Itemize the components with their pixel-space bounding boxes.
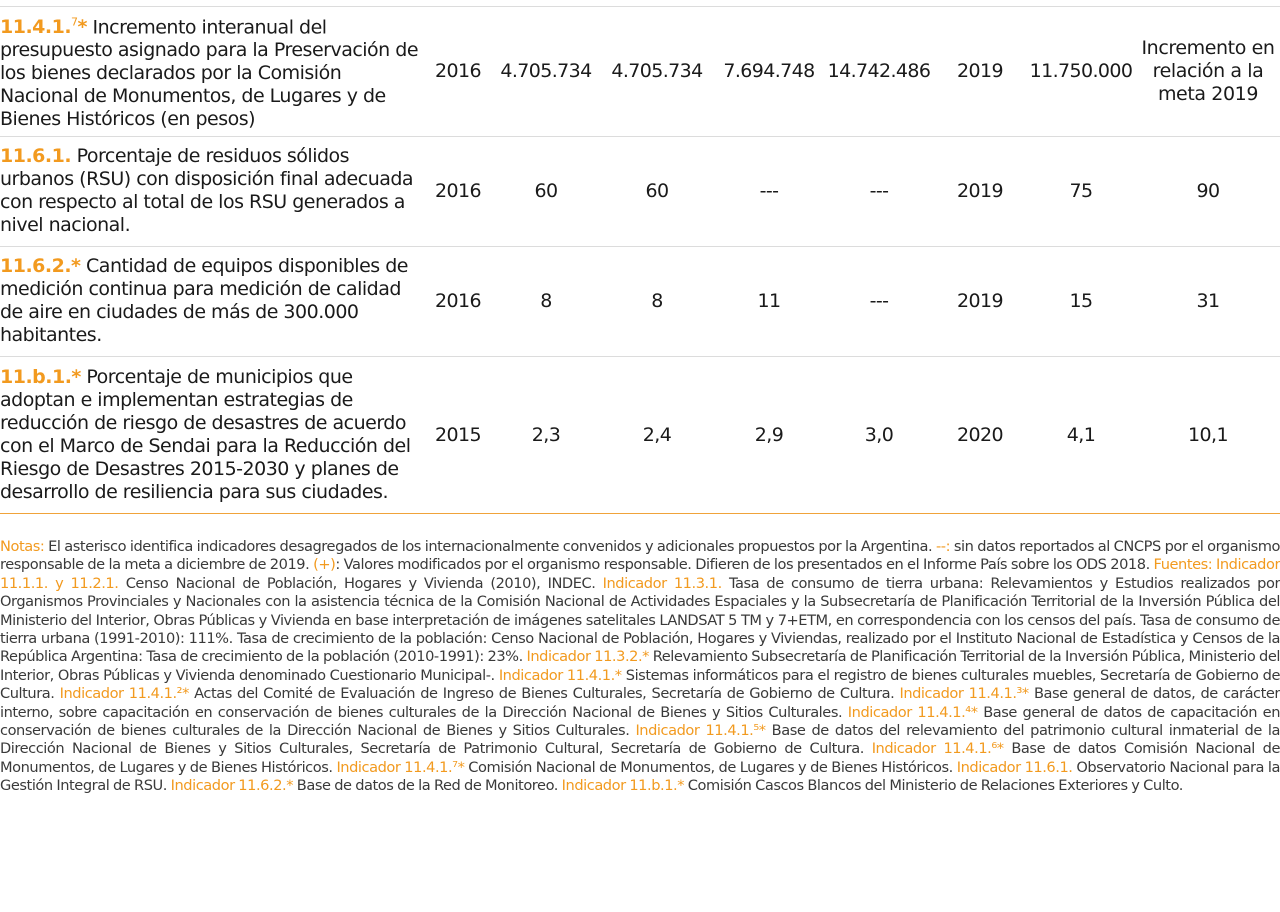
value-2019: ---	[869, 180, 889, 203]
source-reference: Indicador 11.6.2.*	[170, 777, 294, 795]
note-text: Relevamiento Subsecretaría de Planificación Territorial de la Inversión Pública, Ministerio del Interior, Obras Públicas y Vivienda denominado Cuestionario Municipal-.	[0, 648, 1280, 684]
indicator-description	[0, 247, 424, 357]
table-row	[0, 247, 1280, 357]
source-reference: Fuentes: Indicador 11.1.1. y 11.2.1.	[0, 556, 1280, 592]
baseline-value: 60	[534, 180, 558, 203]
note-text: Base de datos de la Red de Monitoreo.	[293, 777, 562, 795]
source-reference: Indicador 11.4.1.*	[498, 666, 622, 684]
note-text: El asterisco identifica indicadores desagregados de los internacionalmente convenidos y adicionales propuestos por la Argentina.	[48, 538, 936, 555]
source-reference: Indicador 11.4.1.⁵*	[635, 722, 766, 740]
target-value: 15	[1069, 290, 1093, 313]
table-row	[0, 7, 1280, 137]
baseline-value: 2,3	[531, 423, 561, 446]
indicator-text: Porcentaje de residuos sólidos urbanos (RSU) con disposición final adecuada con respecto al total de los RSU generados a nivel nacional.	[0, 145, 414, 237]
source-reference: Indicador 11.3.1.	[602, 574, 722, 592]
source-reference: Indicador 11.4.1.⁴*	[847, 703, 978, 721]
indicator-code: 11.6.2.*	[0, 255, 81, 278]
target-year: 2020	[957, 423, 1003, 446]
source-reference: Indicador 11.b.1.*	[561, 777, 685, 795]
goal-2030: 31	[1196, 290, 1220, 313]
indicator-code: 11.6.1.	[0, 145, 72, 168]
table-row	[0, 357, 1280, 514]
note-text: Censo Nacional de Población, Hogares y Vivienda (2010), INDEC.	[118, 574, 603, 592]
footnotes	[0, 538, 1280, 796]
indicator-description	[0, 137, 424, 247]
baseline-value: 8	[540, 290, 552, 313]
target-year: 2019	[957, 180, 1003, 203]
source-reference: Indicador 11.4.1.⁷*	[336, 758, 465, 776]
target-value: 4,1	[1066, 423, 1096, 446]
note-text: Comisión Cascos Blancos del Ministerio de Relaciones Exteriores y Culto.	[684, 777, 1183, 795]
indicator-text: Incremento interanual del presupuesto asignado para la Preservación de los bienes declarados por la Comisión Nacional de Monumentos, de Lugares y de Bienes Históricos (en pesos)	[0, 16, 419, 131]
target-value: 11.750.000	[1029, 60, 1133, 83]
value-2017: 4.705.734	[611, 60, 703, 83]
value-2017: 2,4	[642, 423, 672, 446]
goal-2030: 10,1	[1188, 423, 1228, 446]
indicator-code: 11.4.1.$^7$*	[0, 16, 87, 39]
note-text: Base general de datos de capacitación en conservación de bienes culturales de la Dirección Nacional de Bienes y Sitios Culturales.	[0, 703, 1280, 740]
source-reference: Indicador 11.4.1.⁶*	[871, 740, 1004, 758]
source-reference: Indicador 11.4.1.²*	[59, 685, 189, 703]
baseline-year: 2015	[435, 423, 481, 446]
value-2018: 2,9	[754, 423, 784, 446]
source-reference: Notas:	[0, 538, 49, 555]
indicator-description	[0, 7, 424, 137]
note-text: Base general de datos, de carácter interno, sobre capacitación en conservación de bienes culturales de la Dirección Nacional de Bienes y Sitios Culturales.	[0, 685, 1280, 721]
baseline-value: 4.705.734	[500, 60, 592, 83]
note-text: Sistemas informáticos para el registro de bienes culturales muebles, Secretaría de Gobierno de Cultura.	[0, 666, 1280, 703]
indicator-description	[0, 357, 424, 514]
indicators-table	[0, 6, 1280, 514]
value-2018: 11	[757, 290, 781, 313]
note-text: : Valores modificados por el organismo responsable. Difieren de los presentados en el Informe País sobre los ODS 2018.	[335, 556, 1154, 574]
baseline-year: 2016	[435, 180, 481, 203]
indicator-text: Porcentaje de municipios que adoptan e implementan estrategias de reducción de riesgo de desastres de acuerdo con el Marco de Sendai para la Reducción del Riesgo de Desastres 2015-2030 y planes de desarrollo de resiliencia para sus ciudades.	[0, 365, 411, 503]
indicator-code: 11.b.1.*	[0, 365, 81, 388]
note-text: Observatorio Nacional para la Gestión Integral de RSU.	[0, 758, 1280, 795]
value-2017: 60	[645, 180, 669, 203]
note-text: sin datos reportados al CNCPS por el organismo responsable de la meta a diciembre de 2019.	[0, 538, 1280, 574]
source-reference: Indicador 11.6.1.	[956, 758, 1073, 776]
value-2019: 14.742.486	[827, 60, 931, 83]
baseline-year: 2016	[435, 290, 481, 313]
target-year: 2019	[957, 60, 1003, 83]
value-2019: 3,0	[864, 423, 894, 446]
target-value: 75	[1069, 180, 1093, 203]
value-2017: 8	[651, 290, 663, 313]
source-reference: --:	[935, 538, 951, 555]
note-text: Actas del Comité de Evaluación de Ingreso de Bienes Culturales, Secretaría de Gobierno de Cultura.	[188, 685, 900, 703]
value-2018: ---	[759, 180, 779, 203]
table-row	[0, 137, 1280, 247]
note-text: Base de datos del relevamiento del patrimonio cultural inmaterial de la Dirección Nacional de Bienes y Sitios Culturales, Secretaría de Patrimonio Cultural, Secretaría de Gobierno de Cultura.	[0, 722, 1280, 758]
note-text: Tasa de consumo de tierra urbana: Relevamientos y Estudios realizados por Organismos Provinciales y Nacionales con la asistencia técnica de la Comisión Nacional de Actividades Espaciales y la Subsecretaría de Planificación Territorial de la Inversión Pública del Ministerio del Interior, Obras Públicas y Vivienda en base interpretación de imágenes satelitales LANDSAT 5 TM y 7+ETM, en correspondencia con los censos del país. Tasa de consumo de tierra urbana (1991-2010): 111%. Tasa de crecimiento de la población: Censo Nacional de Población, Hogares y Viviendas, realizado por el Instituto Nacional de Estadística y Censos de la República Argentina: Tasa de crecimiento de la población (2010-1991): 23%.	[0, 574, 1280, 666]
target-year: 2019	[957, 290, 1003, 313]
goal-2030: 90	[1196, 180, 1220, 203]
value-2019: ---	[869, 290, 889, 313]
source-reference: Indicador 11.4.1.³*	[899, 685, 1029, 703]
value-2018: 7.694.748	[723, 60, 815, 83]
source-reference: Indicador 11.3.2.*	[526, 648, 649, 666]
goal-2030: Incremento en relación a la meta 2019	[1141, 37, 1275, 106]
baseline-year: 2016	[435, 60, 481, 83]
source-reference: (+)	[313, 556, 336, 574]
indicator-text: Cantidad de equipos disponibles de medición continua para medición de calidad de aire en ciudades de más de 300.000 habitantes.	[0, 255, 408, 347]
note-text: Base de datos Comisión Nacional de Monumentos, de Lugares y de Bienes Históricos.	[0, 740, 1280, 776]
note-text: Comisión Nacional de Monumentos, de Lugares y de Bienes Históricos.	[464, 758, 957, 776]
